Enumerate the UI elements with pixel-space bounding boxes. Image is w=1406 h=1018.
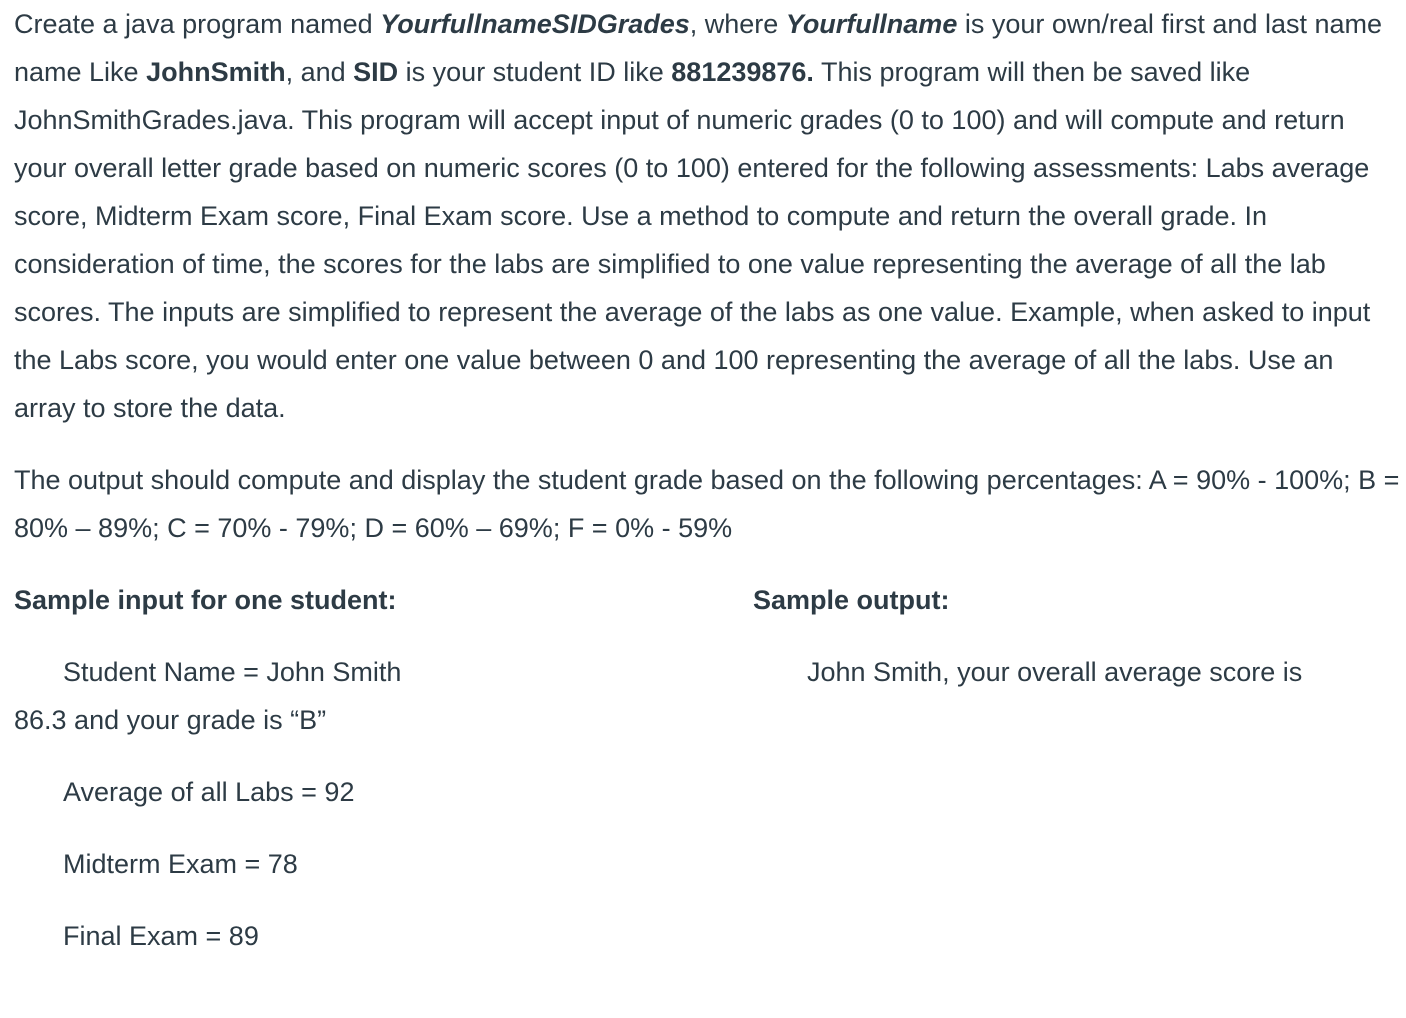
fullname-term: Yourfullname <box>785 9 958 39</box>
midterm-exam-input: Midterm Exam = 78 <box>63 849 298 879</box>
labs-average-input: Average of all Labs = 92 <box>63 777 355 807</box>
intro-text-5: is your student ID like <box>398 57 672 87</box>
sample-output-line-1: John Smith, your overall average score is <box>807 657 1303 687</box>
intro-text-2: , where <box>689 9 786 39</box>
intro-text-4: , and <box>285 57 354 87</box>
program-name-pattern: YourfullnameSIDGrades <box>380 9 690 39</box>
intro-paragraph <box>14 0 1400 432</box>
intro-text-1: Create a java program named <box>14 9 381 39</box>
intro-text-3: is your own/real first and last name name Like <box>14 9 1383 87</box>
sample-output-line-2: 86.3 and your grade is “B” <box>14 705 327 735</box>
final-exam-input: Final Exam = 89 <box>63 921 259 951</box>
student-name-input: Student Name = John Smith <box>63 657 402 687</box>
example-sid: 881239876. <box>671 57 814 87</box>
intro-text-6: This program will then be saved like JohnSmithGrades.java. This program will accept input of numeric grades (0 to 100) and will compute and return your overall letter grade based on numeric scores (0 to 100) entered for the following assessments: Labs average score, Midterm Exam score, Final Exam score. Use a method to compute and return the overall grade. In consideration of time, the scores for the labs are simplified to one value representing the average of all the lab scores. The inputs are simplified to represent the average of the labs as one value. Example, when asked to input the Labs score, you would enter one value between 0 and 100 representing the average of all the labs. Use an array to store the data. <box>14 57 1371 423</box>
sample-name-row <box>14 648 1400 696</box>
assignment-document <box>14 0 1400 960</box>
grade-scale-paragraph: The output should compute and display the student grade based on the following percentages: A = 90% - 100%; B = 80% – 89%; C = 70% - 79%; D = 60% – 69%; F = 0% - 59% <box>14 465 1400 543</box>
example-name: JohnSmith <box>146 57 286 87</box>
sample-output-heading: Sample output: <box>753 585 950 615</box>
sample-headings <box>14 576 1400 624</box>
sid-term: SID <box>353 57 399 87</box>
sample-input-heading: Sample input for one student: <box>14 585 397 615</box>
